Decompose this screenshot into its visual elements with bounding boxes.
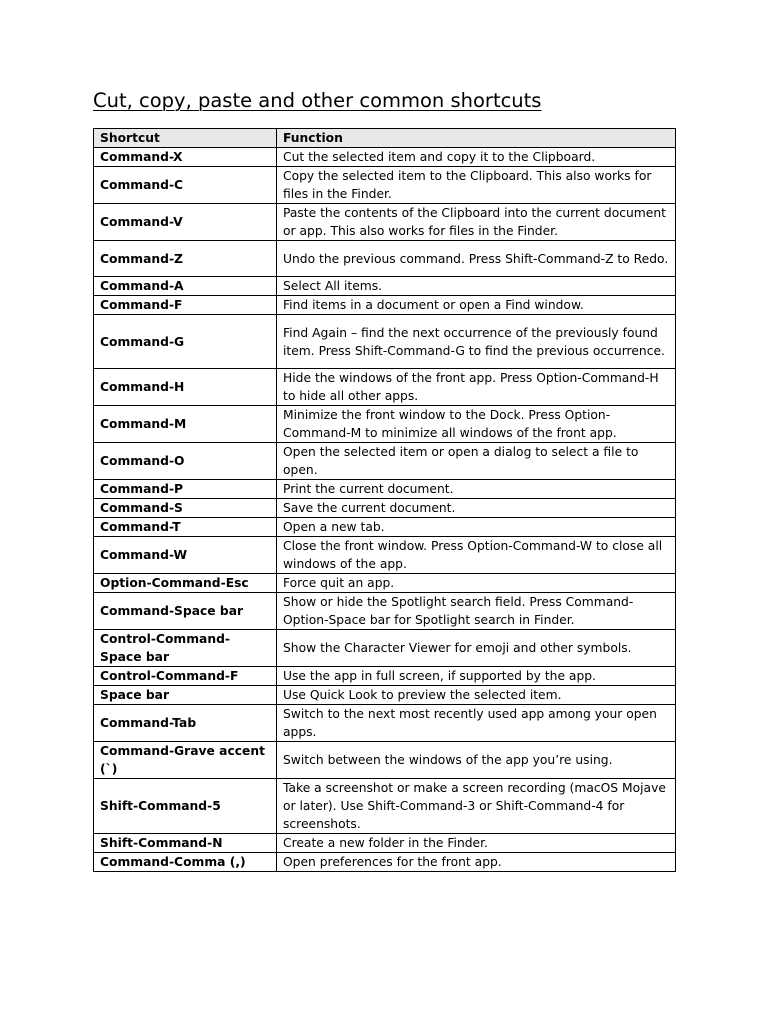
- shortcut-cell: Control-Command-Space bar: [94, 630, 277, 667]
- column-header-function: Function: [277, 129, 676, 148]
- function-cell: Close the front window. Press Option-Command-W to close all windows of the app.: [277, 537, 676, 574]
- shortcut-cell: Command-C: [94, 167, 277, 204]
- table-row: [94, 406, 676, 443]
- table-row: [94, 204, 676, 241]
- table-row: [94, 574, 676, 593]
- shortcut-cell: Command-M: [94, 406, 277, 443]
- shortcut-cell: Command-W: [94, 537, 277, 574]
- header-row: [94, 129, 676, 148]
- column-header-shortcut: Shortcut: [94, 129, 277, 148]
- function-cell: Paste the contents of the Clipboard into the current document or app. This also works for files in the Finder.: [277, 204, 676, 241]
- function-cell: Save the current document.: [277, 499, 676, 518]
- table-row: [94, 537, 676, 574]
- function-cell: Cut the selected item and copy it to the Clipboard.: [277, 148, 676, 167]
- shortcut-cell: Command-H: [94, 369, 277, 406]
- table-row: [94, 853, 676, 872]
- function-cell: Open preferences for the front app.: [277, 853, 676, 872]
- table-row: [94, 148, 676, 167]
- shortcut-cell: Control-Command-F: [94, 667, 277, 686]
- function-cell: Force quit an app.: [277, 574, 676, 593]
- shortcuts-table: [93, 128, 676, 872]
- shortcut-cell: Command-A: [94, 277, 277, 296]
- shortcut-cell: Shift-Command-N: [94, 834, 277, 853]
- shortcut-cell: Command-Z: [94, 241, 277, 277]
- table-row: [94, 315, 676, 369]
- shortcut-cell: Shift-Command-5: [94, 779, 277, 834]
- shortcut-cell: Command-Grave accent (`): [94, 742, 277, 779]
- table-row: [94, 480, 676, 499]
- function-cell: Copy the selected item to the Clipboard. This also works for files in the Finder.: [277, 167, 676, 204]
- shortcut-cell: Command-Comma (,): [94, 853, 277, 872]
- table-row: [94, 630, 676, 667]
- function-cell: Open a new tab.: [277, 518, 676, 537]
- shortcut-cell: Space bar: [94, 686, 277, 705]
- table-row: [94, 742, 676, 779]
- shortcut-cell: Command-X: [94, 148, 277, 167]
- shortcut-cell: Command-T: [94, 518, 277, 537]
- function-cell: Take a screenshot or make a screen recording (macOS Mojave or later). Use Shift-Command-3 or Shift-Command-4 for screenshots.: [277, 779, 676, 834]
- table-row: [94, 277, 676, 296]
- function-cell: Use Quick Look to preview the selected item.: [277, 686, 676, 705]
- table-row: [94, 296, 676, 315]
- function-cell: Minimize the front window to the Dock. Press Option-Command-M to minimize all windows of the front app.: [277, 406, 676, 443]
- function-cell: Print the current document.: [277, 480, 676, 499]
- table-row: [94, 686, 676, 705]
- table-row: [94, 241, 676, 277]
- function-cell: Open the selected item or open a dialog to select a file to open.: [277, 443, 676, 480]
- table-row: [94, 779, 676, 834]
- shortcut-cell: Command-S: [94, 499, 277, 518]
- table-row: [94, 443, 676, 480]
- table-row: [94, 369, 676, 406]
- shortcut-cell: Command-P: [94, 480, 277, 499]
- shortcut-cell: Command-Tab: [94, 705, 277, 742]
- function-cell: Show the Character Viewer for emoji and other symbols.: [277, 630, 676, 667]
- function-cell: Find items in a document or open a Find window.: [277, 296, 676, 315]
- function-cell: Switch to the next most recently used app among your open apps.: [277, 705, 676, 742]
- table-row: [94, 499, 676, 518]
- function-cell: Switch between the windows of the app you’re using.: [277, 742, 676, 779]
- function-cell: Show or hide the Spotlight search field. Press Command-Option-Space bar for Spotlight search in Finder.: [277, 593, 676, 630]
- table-row: [94, 518, 676, 537]
- page-title: Cut, copy, paste and other common shortcuts: [93, 89, 542, 112]
- table-row: [94, 667, 676, 686]
- table-row: [94, 705, 676, 742]
- table-row: [94, 593, 676, 630]
- function-cell: Create a new folder in the Finder.: [277, 834, 676, 853]
- function-cell: Select All items.: [277, 277, 676, 296]
- shortcut-cell: Command-F: [94, 296, 277, 315]
- table-row: [94, 167, 676, 204]
- shortcut-cell: Command-O: [94, 443, 277, 480]
- function-cell: Undo the previous command. Press Shift-Command-Z to Redo.: [277, 241, 676, 277]
- function-cell: Hide the windows of the front app. Press Option-Command-H to hide all other apps.: [277, 369, 676, 406]
- table-row: [94, 834, 676, 853]
- shortcut-cell: Option-Command-Esc: [94, 574, 277, 593]
- shortcut-cell: Command-V: [94, 204, 277, 241]
- function-cell: Find Again – find the next occurrence of the previously found item. Press Shift-Command-G to find the previous occurrence.: [277, 315, 676, 369]
- shortcut-cell: Command-G: [94, 315, 277, 369]
- shortcut-cell: Command-Space bar: [94, 593, 277, 630]
- function-cell: Use the app in full screen, if supported by the app.: [277, 667, 676, 686]
